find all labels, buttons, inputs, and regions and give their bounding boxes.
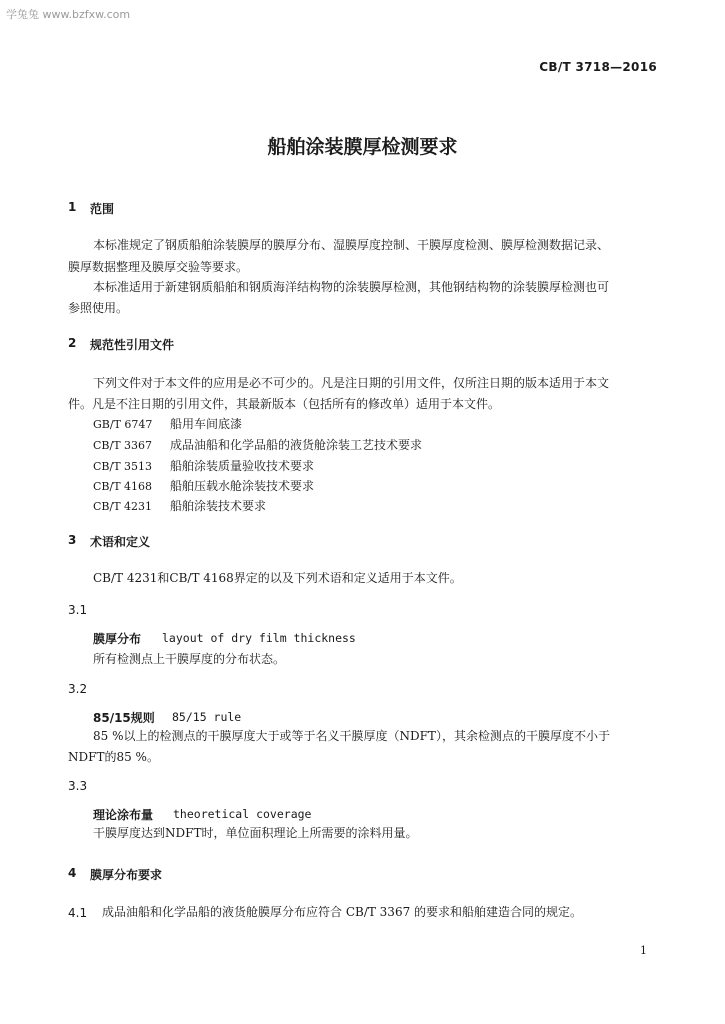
- reference-code: CB/T 4231: [93, 500, 153, 513]
- term-3-2-english: 85/15 rule: [172, 710, 242, 724]
- section-2-para-line2: 件。凡是不注日期的引用文件，其最新版本（包括所有的修改单）适用于本文件。: [68, 397, 501, 411]
- page-number: 1: [640, 944, 647, 957]
- term-3-3-definition: 干膜厚度达到NDFT时，单位面积理论上所需要的涂料用量。: [93, 826, 418, 840]
- section-2-para-line1: 下列文件对于本文件的应用是必不可少的。凡是注日期的引用文件，仅所注日期的版本适用于本文: [93, 376, 610, 390]
- section-2-number: 2: [68, 336, 77, 350]
- document-title: 船舶涂装膜厚检测要求: [267, 136, 458, 158]
- clause-3-3-number: 3.3: [68, 779, 88, 793]
- section-2-title: 规范性引用文件: [90, 338, 175, 352]
- reference-code: GB/T 6747: [93, 418, 153, 431]
- section-3-title: 术语和定义: [90, 535, 151, 549]
- reference-name: 成品油船和化学品船的液货舱涂装工艺技术要求: [170, 438, 423, 452]
- term-3-3-chinese: 理论涂布量: [93, 808, 154, 822]
- clause-4-1-text: 成品油船和化学品船的液货舱膜厚分布应符合 CB/T 3367 的要求和船舶建造合同的规定。: [102, 905, 583, 919]
- reference-name: 船舶涂装技术要求: [170, 499, 267, 513]
- clause-4-1-number: 4.1: [68, 906, 88, 920]
- term-3-1-english: layout of dry film thickness: [162, 631, 356, 645]
- term-3-2-definition-line1: 85 %以上的检测点的干膜厚度大于或等于名义干膜厚度（NDFT），其余检测点的干膜厚度不小于: [93, 729, 610, 743]
- clause-3-2-number: 3.2: [68, 682, 88, 696]
- clause-3-1-number: 3.1: [68, 603, 88, 617]
- section-4-number: 4: [68, 866, 77, 880]
- section-1-para1-line1: 本标准规定了钢质船舶涂装膜厚的膜厚分布、湿膜厚度控制、干膜厚度检测、膜厚检测数据记录、: [93, 238, 610, 252]
- section-3-intro: CB/T 4231和CB/T 4168界定的以及下列术语和定义适用于本文件。: [93, 571, 462, 585]
- reference-code: CB/T 4168: [93, 480, 153, 493]
- reference-code: CB/T 3513: [93, 460, 153, 473]
- term-3-2-chinese: 85/15规则: [93, 711, 155, 725]
- reference-name: 船舶涂装质量验收技术要求: [170, 459, 315, 473]
- section-1-title: 范围: [90, 202, 115, 216]
- term-3-1-definition: 所有检测点上干膜厚度的分布状态。: [93, 652, 286, 666]
- reference-code: CB/T 3367: [93, 439, 153, 452]
- reference-name: 船用车间底漆: [170, 417, 243, 431]
- term-3-3-english: theoretical coverage: [173, 807, 312, 821]
- term-3-2-definition-line2: NDFT的85 %。: [68, 750, 159, 764]
- section-1-para1-line2: 膜厚数据整理及膜厚交验等要求。: [68, 260, 249, 274]
- section-3-number: 3: [68, 533, 77, 547]
- term-3-1-chinese: 膜厚分布: [93, 632, 142, 646]
- site-watermark: 学兔兔 www.bzfxw.com: [6, 8, 131, 21]
- section-1-para2-line2: 参照使用。: [68, 301, 129, 315]
- section-1-number: 1: [68, 200, 77, 214]
- section-1-para2-line1: 本标准适用于新建钢质船舶和钢质海洋结构物的涂装膜厚检测，其他钢结构物的涂装膜厚检测也可: [93, 280, 610, 294]
- reference-name: 船舶压载水舱涂装技术要求: [170, 479, 315, 493]
- standard-code: CB/T 3718—2016: [539, 60, 657, 74]
- section-4-title: 膜厚分布要求: [90, 868, 163, 882]
